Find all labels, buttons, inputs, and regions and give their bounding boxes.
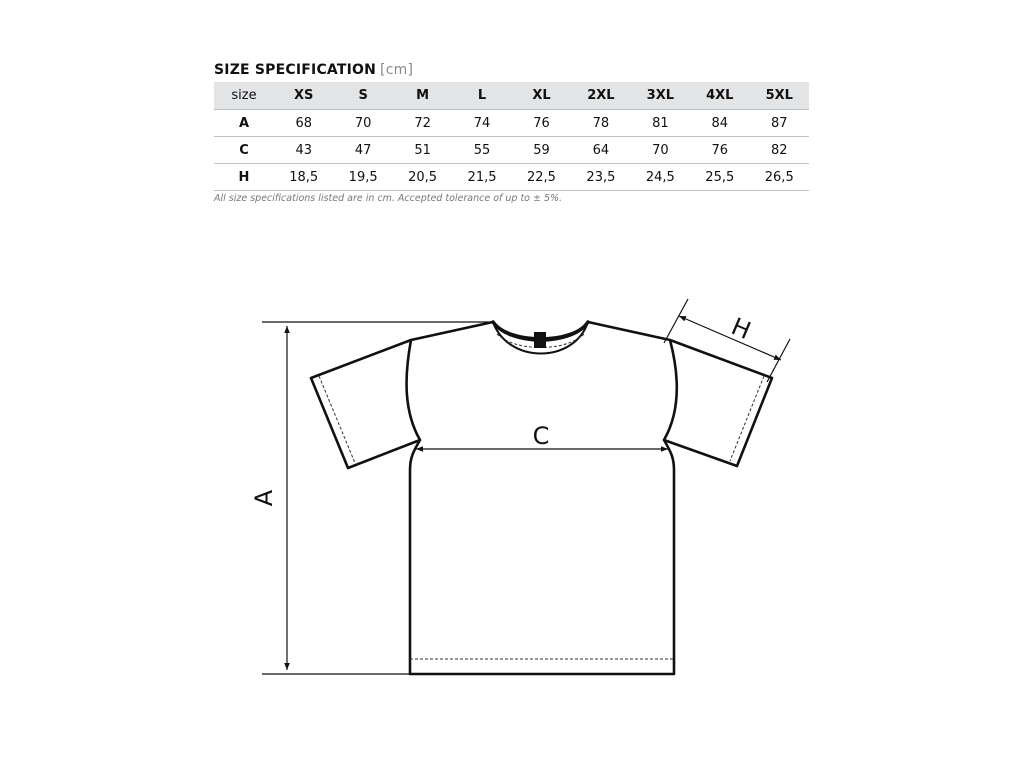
stitch-lines xyxy=(319,334,764,659)
size-header-cell: 3XL xyxy=(631,82,690,110)
table-cell: 20,5 xyxy=(393,164,452,191)
table-cell: 81 xyxy=(631,110,690,137)
size-header-cell: L xyxy=(452,82,511,110)
table-cell: 68 xyxy=(274,110,333,137)
table-cell: 19,5 xyxy=(333,164,392,191)
table-cell: 51 xyxy=(393,137,452,164)
table-cell: 59 xyxy=(512,137,571,164)
dimension-a xyxy=(262,322,493,674)
table-cell: 43 xyxy=(274,137,333,164)
table-cell: 76 xyxy=(690,137,749,164)
tolerance-note: All size specifications listed are in cm. Accepted tolerance of up to ± 5%. xyxy=(214,193,563,204)
row-label: C xyxy=(214,137,274,164)
table-cell: 47 xyxy=(333,137,392,164)
table-cell: 82 xyxy=(750,137,810,164)
table-cell: 55 xyxy=(452,137,511,164)
table-cell: 64 xyxy=(571,137,630,164)
table-cell: 23,5 xyxy=(571,164,630,191)
size-header-cell: S xyxy=(333,82,392,110)
size-header-cell: XL xyxy=(512,82,571,110)
table-cell: 84 xyxy=(690,110,749,137)
table-cell: 70 xyxy=(333,110,392,137)
table-cell: 74 xyxy=(452,110,511,137)
table-cell: 70 xyxy=(631,137,690,164)
spec-title-text: SIZE SPECIFICATION xyxy=(214,62,377,78)
table-cell: 78 xyxy=(571,110,630,137)
table-cell: 72 xyxy=(393,110,452,137)
table-cell: 21,5 xyxy=(452,164,511,191)
dimension-h xyxy=(664,299,790,382)
size-header-cell: 2XL xyxy=(571,82,630,110)
table-cell: 22,5 xyxy=(512,164,571,191)
size-header-cell: M xyxy=(393,82,452,110)
collar-logo-icon xyxy=(534,332,546,348)
size-header-label: size xyxy=(214,82,274,110)
table-cell: 76 xyxy=(512,110,571,137)
dimension-a-label: A xyxy=(250,489,278,507)
row-label: A xyxy=(214,110,274,137)
spec-unit: [cm] xyxy=(380,62,414,78)
table-cell: 25,5 xyxy=(690,164,749,191)
size-header-cell: XS xyxy=(274,82,333,110)
row-label: H xyxy=(214,164,274,191)
table-cell: 24,5 xyxy=(631,164,690,191)
table-cell: 26,5 xyxy=(750,164,810,191)
size-header-cell: 4XL xyxy=(690,82,749,110)
table-cell: 87 xyxy=(750,110,810,137)
size-header-cell: 5XL xyxy=(750,82,810,110)
dimension-c-label: C xyxy=(532,422,550,450)
tshirt-outline xyxy=(311,322,772,674)
dimension-h-label: H xyxy=(727,312,755,346)
table-cell: 18,5 xyxy=(274,164,333,191)
